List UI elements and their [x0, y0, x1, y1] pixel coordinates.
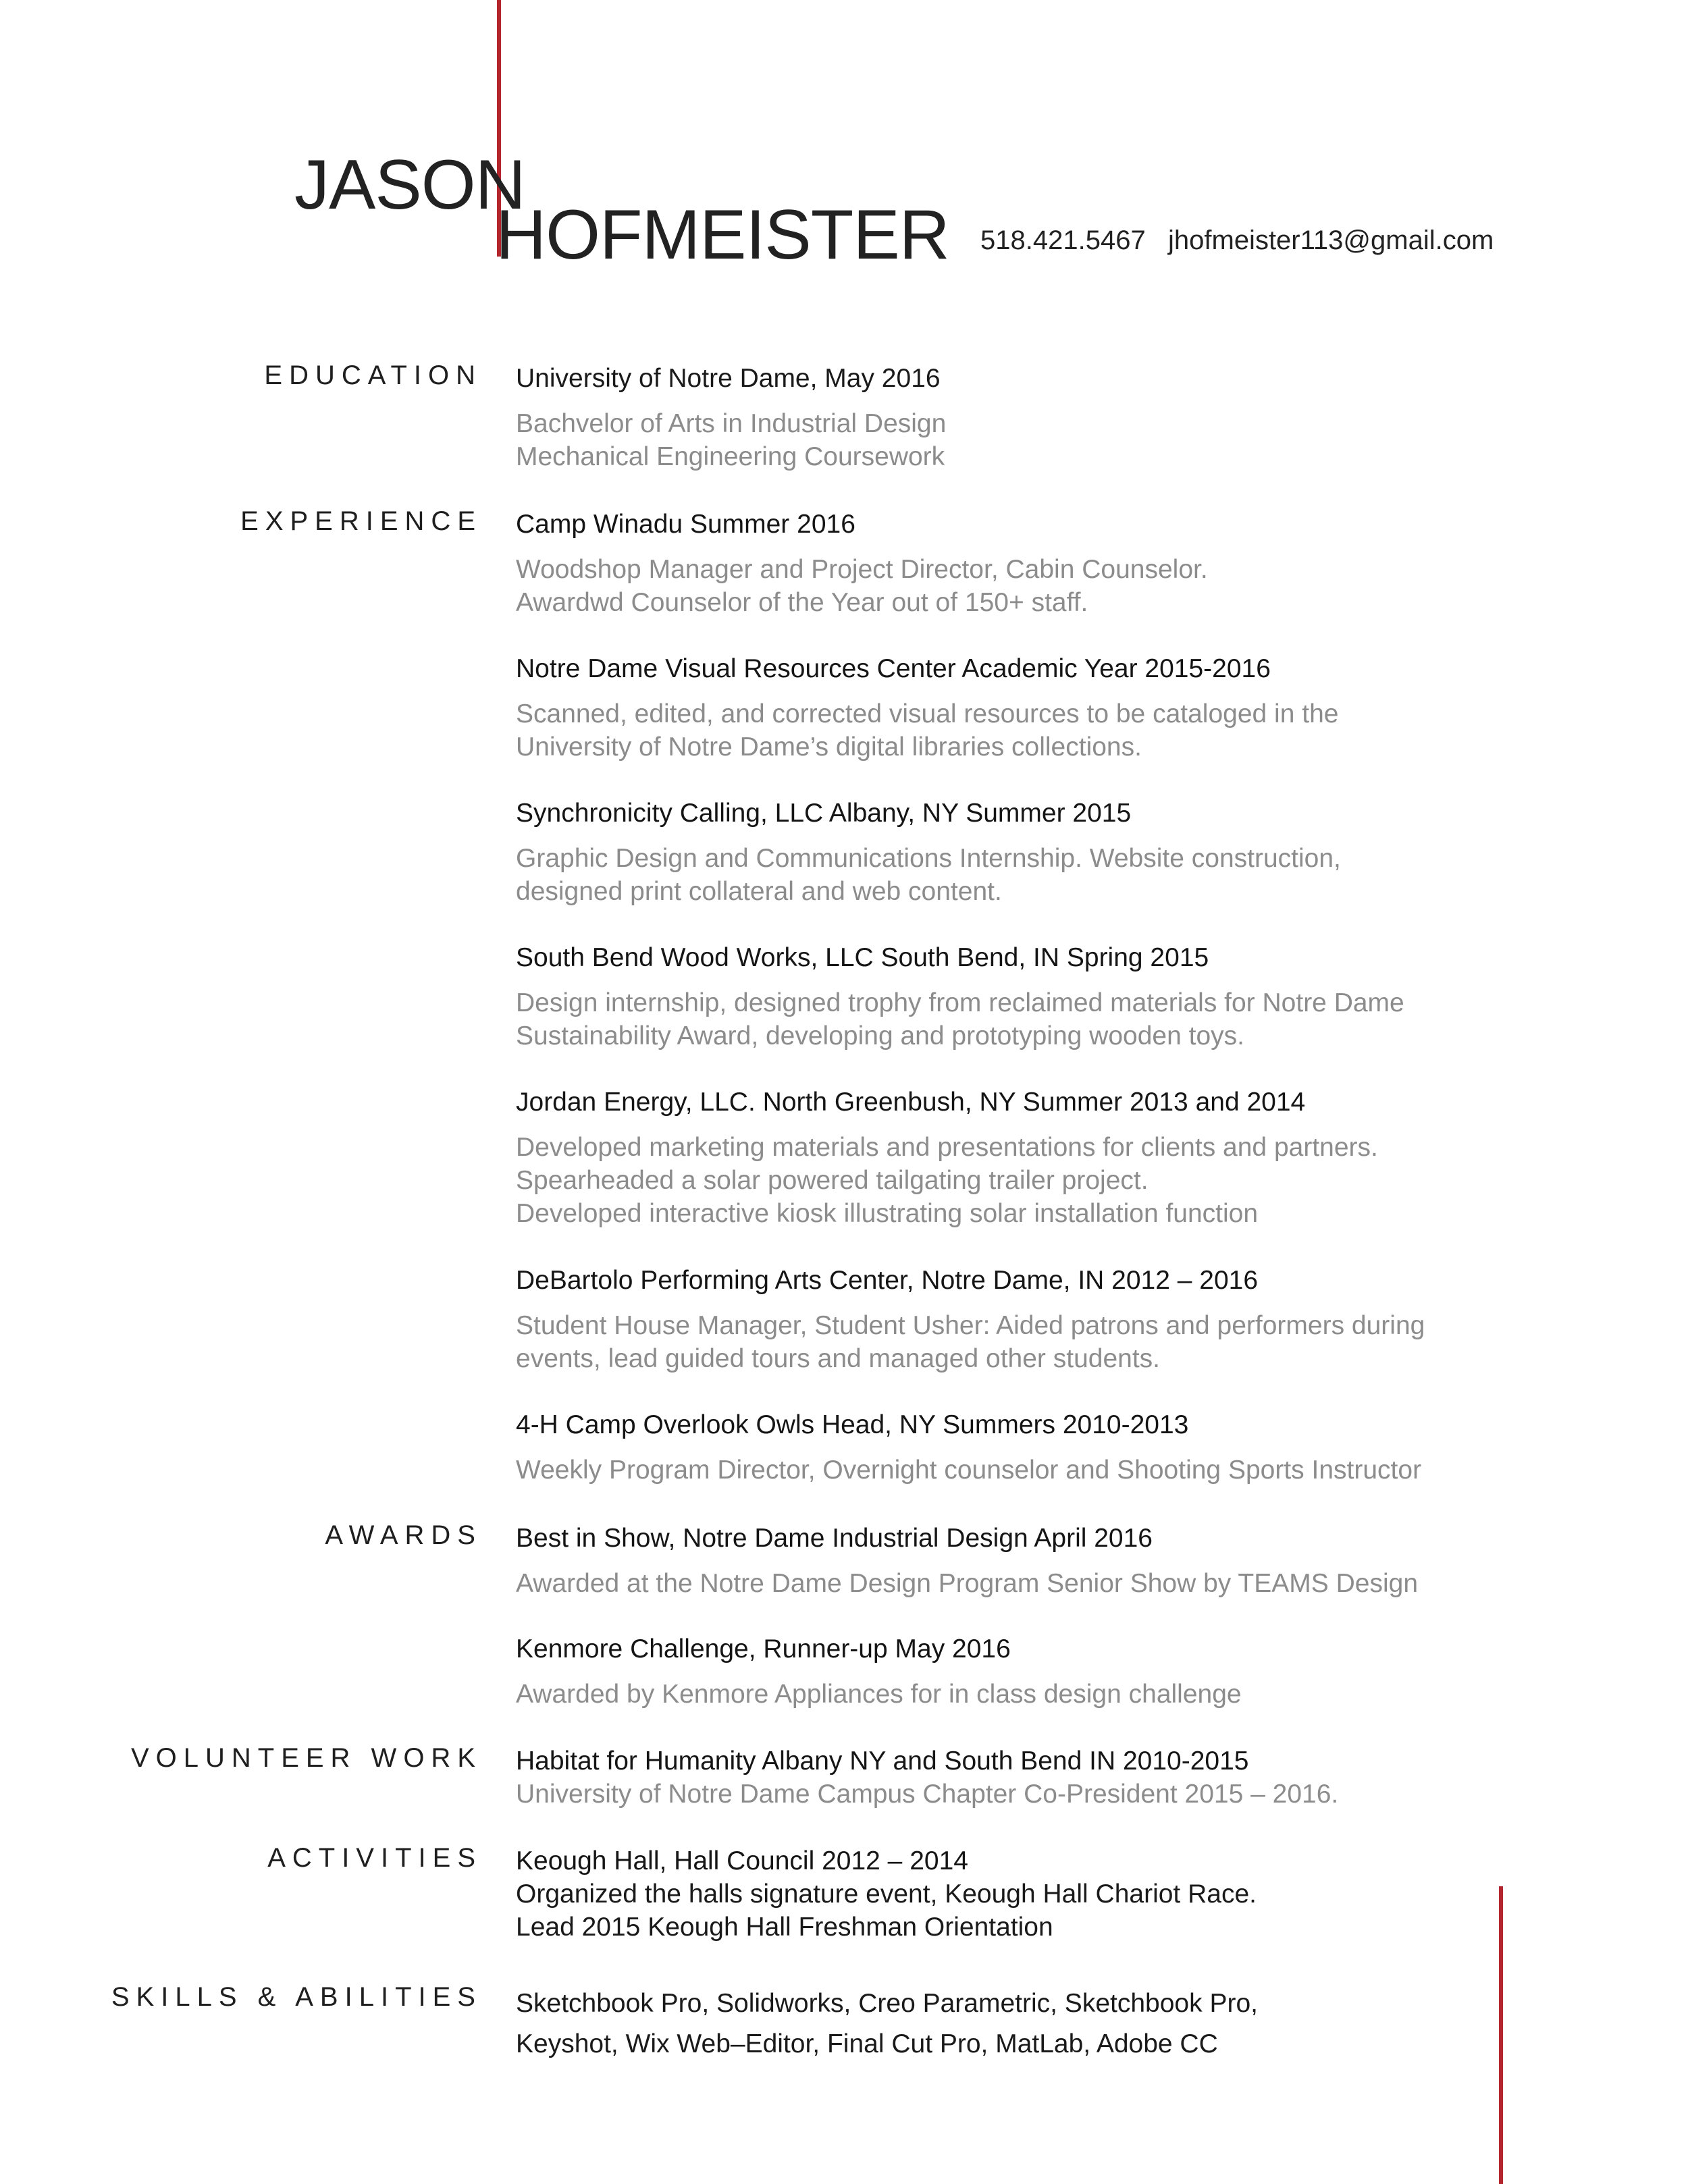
experience-meta: South Bend, IN Spring 2015 [873, 943, 1209, 972]
experience-entry [516, 508, 1515, 619]
experience-detail: University of Notre Dame’s digital libraries collections. [516, 733, 1142, 762]
phone-number: 518.421.5467 [980, 225, 1146, 255]
experience-entry [516, 652, 1515, 764]
volunteer-entry [516, 1744, 1515, 1811]
experience-detail: designed print collateral and web content. [516, 877, 1002, 906]
experience-meta: Albany, NY Summer 2015 [823, 799, 1132, 828]
experience-detail: events, lead guided tours and managed other students. [516, 1344, 1160, 1373]
experience-detail: Design internship, designed trophy from reclaimed materials for Notre Dame [516, 988, 1404, 1017]
experience-meta: Summer 2016 [683, 510, 855, 539]
experience-detail: Awardwd Counselor of the Year out of 150+ staff. [516, 588, 1088, 617]
experience-detail: Woodshop Manager and Project Director, Cabin Counselor. [516, 555, 1208, 584]
experience-entry [516, 797, 1515, 908]
experience-detail: Weekly Program Director, Overnight counselor and Shooting Sports Instructor [516, 1456, 1422, 1485]
award-detail: Awarded by Kenmore Appliances for in class design challenge [516, 1680, 1242, 1709]
activities-detail: Lead 2015 Keough Hall Freshman Orientation [516, 1913, 1053, 1942]
experience-detail: Developed marketing materials and presentations for clients and partners. [516, 1133, 1378, 1162]
section-label-education: EDUCATION [264, 361, 482, 390]
experience-org: 4-H Camp Overlook [516, 1410, 749, 1439]
last-name: HOFMEISTER [496, 196, 949, 274]
experience-org: DeBartolo Performing Arts Center, [516, 1266, 914, 1295]
award-meta: Notre Dame Industrial Design April 2016 [675, 1524, 1153, 1553]
experience-meta: Owls Head, NY Summers 2010-2013 [748, 1410, 1189, 1439]
section-label-awards: AWARDS [325, 1520, 482, 1550]
experience-meta: North Greenbush, NY Summer 2013 and 2014 [755, 1088, 1306, 1117]
award-detail: Awarded at the Notre Dame Design Program Senior Show by TEAMS Design [516, 1569, 1419, 1598]
experience-entry [516, 1264, 1515, 1375]
award-title: Best in Show, [516, 1524, 676, 1553]
section-label-experience: EXPERIENCE [240, 506, 482, 536]
award-entry [516, 1522, 1515, 1600]
experience-detail: Sustainability Award, developing and prototyping wooden toys. [516, 1021, 1244, 1050]
education-degree: Bachvelor of Arts in Industrial Design [516, 409, 947, 438]
experience-entry [516, 941, 1515, 1053]
section-label-skills: SKILLS & ABILITIES [111, 1982, 482, 2012]
activities-entry [516, 1844, 1515, 1944]
activities-org: Keough Hall [516, 1846, 660, 1875]
first-name: JASON [294, 146, 525, 224]
experience-meta: Notre Dame, IN 2012 – 2016 [914, 1266, 1259, 1295]
activities-detail: Organized the halls signature event, Keough Hall Chariot Race. [516, 1880, 1257, 1909]
experience-entry [516, 1086, 1515, 1230]
volunteer-detail: University of Notre Dame Campus Chapter Co-President 2015 – 2016. [516, 1780, 1339, 1809]
section-label-volunteer: VOLUNTEER WORK [130, 1743, 482, 1773]
experience-detail: Graphic Design and Communications Internship. Website construction, [516, 844, 1341, 873]
education-coursework: Mechanical Engineering Coursework [516, 442, 945, 471]
award-meta: Runner-up May 2016 [756, 1634, 1011, 1663]
experience-detail: Scanned, edited, and corrected visual resources to be cataloged in the [516, 699, 1339, 728]
activities-meta: , Hall Council 2012 – 2014 [659, 1846, 968, 1875]
education-school: University of Notre Dame, May 2016 [516, 364, 941, 393]
experience-org: Notre Dame Visual Resources Center [516, 654, 956, 683]
experience-detail: Spearheaded a solar powered tailgating trailer project. [516, 1166, 1149, 1195]
volunteer-org: Habitat for Humanity [516, 1747, 756, 1776]
section-label-activities: ACTIVITIES [267, 1843, 482, 1873]
experience-org: Camp Winadu [516, 510, 683, 539]
experience-org: South Bend Wood Works, LLC [516, 943, 874, 972]
experience-org: Synchronicity Calling, LLC [516, 799, 824, 828]
award-entry [516, 1632, 1515, 1711]
experience-detail: Developed interactive kiosk illustrating solar installation function [516, 1199, 1259, 1228]
skills-line: Sketchbook Pro, Solidworks, Creo Parametric, Sketchbook Pro, [516, 1989, 1258, 2018]
experience-entry [516, 1408, 1515, 1487]
email-address: jhofmeister113@gmail.com [1168, 225, 1494, 255]
experience-detail: Student House Manager, Student Usher: Aided patrons and performers during [516, 1311, 1425, 1340]
award-title: Kenmore Challenge, [516, 1634, 756, 1663]
experience-org: Jordan Energy, LLC. [516, 1088, 756, 1117]
experience-meta: Academic Year 2015-2016 [955, 654, 1271, 683]
skills-line: Keyshot, Wix Web–Editor, Final Cut Pro, MatLab, Adobe CC [516, 2029, 1218, 2058]
skills-entry [516, 1983, 1515, 2065]
volunteer-meta: Albany NY and South Bend IN 2010-2015 [756, 1747, 1249, 1776]
education-entry [516, 362, 1515, 473]
